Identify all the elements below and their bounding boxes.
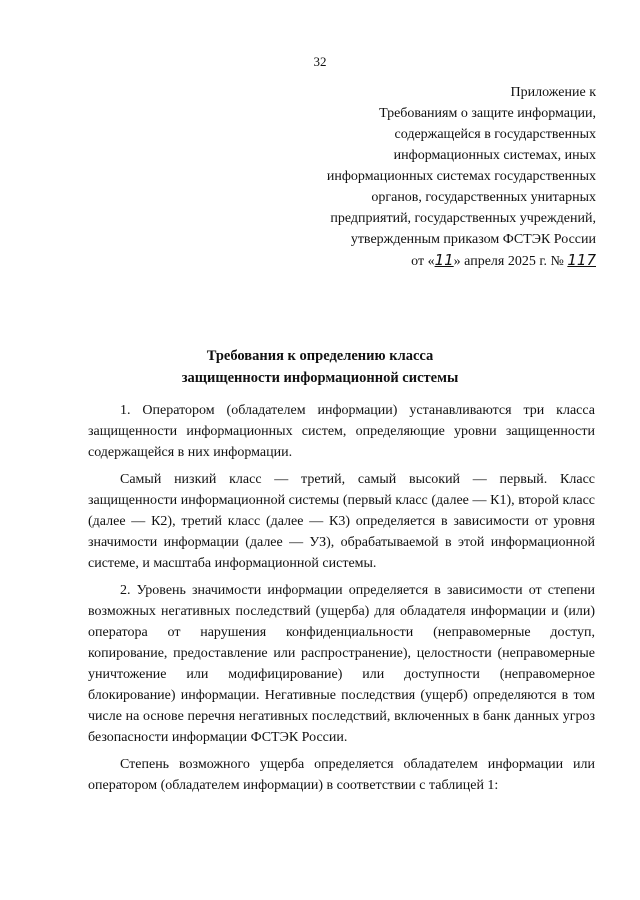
title-line-1: Требования к определению класса (206, 348, 434, 364)
order-date-line (266, 250, 596, 272)
appendix-line: органов, государственных унитарных (371, 190, 596, 205)
appendix-line: содержащейся в государственных (394, 127, 596, 142)
appendix-line: утвержденным приказом ФСТЭК России (350, 232, 596, 247)
appendix-line: информационных системах, иных (393, 148, 596, 163)
document-title (0, 345, 640, 389)
appendix-line: Приложение к (510, 85, 596, 100)
handwritten-day: 11 (434, 251, 454, 269)
appendix-line: информационных системах государственных (326, 169, 596, 184)
date-mid: » апреля 2025 г. № (453, 254, 564, 269)
paragraph: 2. Уровень значимости информации определяется в зависимости от степени возможных негативных последствий (ущерба) для обладателя информации и (или) оператора от нарушения конфиденциальности (неправомерные доступ, копирование, предоставление или распространение), целостности (неправомерные уничтожение или модифицирование) или доступности (неправомерное блокирование) информации. Негативные последствия (ущерб) определяются в том числе на основе перечня негативных последствий, включенных в банк данных угроз безопасности информации ФСТЭК России. (88, 583, 595, 745)
paragraph: Степень возможного ущерба определяется обладателем информации или оператором (обладателем информации) в соответствии с таблицей 1: (88, 757, 595, 793)
appendix-line: предприятий, государственных учреждений, (330, 211, 596, 226)
document-body (88, 400, 595, 802)
appendix-header (266, 82, 596, 272)
paragraph: 1. Оператором (обладателем информации) устанавливаются три класса защищенности информационных систем, определяющие уровни защищенности содержащейся в них информации. (88, 403, 595, 460)
page-number: 32 (313, 54, 327, 69)
paragraph: Самый низкий класс — третий, самый высокий — первый. Класс защищенности информационной системы (первый класс (далее — К1), второй класс (далее — К2), третий класс (далее — К3) определяется в зависимости от уровня значимости информации (далее — УЗ), обрабатываемой в этой информационной системе, и масштаба информационной системы. (88, 472, 595, 571)
title-line-2: защищенности информационной системы (181, 370, 459, 386)
date-prefix: от « (411, 254, 435, 269)
handwritten-order-number: 117 (567, 251, 596, 269)
appendix-line: Требованиям о защите информации, (379, 106, 596, 121)
